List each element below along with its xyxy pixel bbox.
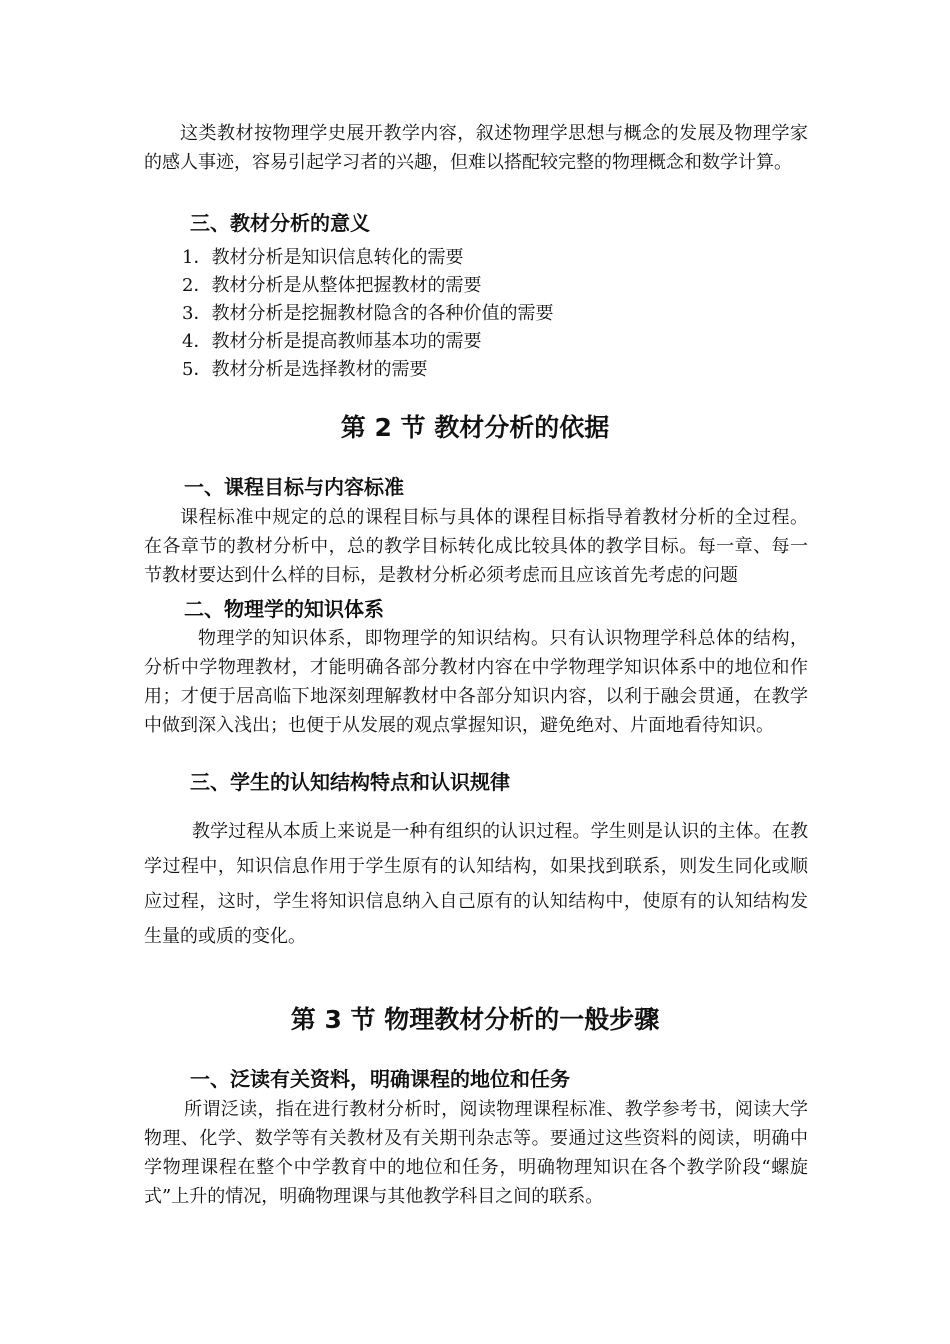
subheading-course-goals: 一、课程目标与内容标准 <box>184 475 404 499</box>
subheading-cognitive-structure: 三、学生的认知结构特点和认识规律 <box>190 770 510 794</box>
subheading-extensive-reading: 一、泛读有关资料，明确课程的地位和任务 <box>190 1067 570 1091</box>
list-item: 1．教材分析是知识信息转化的需要 <box>182 247 464 268</box>
paragraph-course-goals: 课程标准中规定的总的课程目标与具体的课程目标指导着教材分析的全过程。在各章节的教材分析中，总的教学目标转化成比较具体的教学目标。每一章、每一节教材要达到什么样的目标，是教材分析必须考虑而且应该首先考虑的问题 <box>144 507 808 586</box>
intro-paragraph: 这类教材按物理学史展开教学内容，叙述物理学思想与概念的发展及物理学家的感人事迹，容易引起学习者的兴趣，但难以搭配较完整的物理概念和数学计算。 <box>144 123 808 173</box>
paragraph-knowledge-system: 物理学的知识体系，即物理学的知识结构。只有认识物理学科总体的结构，分析中学物理教材，才能明确各部分教材内容在中学物理学知识体系中的地位和作用；才便于居高临下地深刻理解教材中各部分知识内容，以利于融会贯通，在教学中做到深入浅出；也便于从发展的观点掌握知识，避免绝对、片面地看待知识。 <box>144 628 808 736</box>
chapter-3-title: 第 3 节 物理教材分析的一般步骤 <box>290 1005 660 1034</box>
paragraph-cognitive-structure: 教学过程从本质上来说是一种有组织的认识过程。学生则是认识的主体。在教学过程中，知识信息作用于学生原有的认知结构，如果找到联系，则发生同化或顺应过程，这时，学生将知识信息纳入自己原有的认知结构中，使原有的认知结构发生量的或质的变化。 <box>144 821 808 947</box>
paragraph-extensive-reading: 所谓泛读，指在进行教材分析时，阅读物理课程标准、教学参考书，阅读大学物理、化学、数学等有关教材及有关期刊杂志等。要通过这些资料的阅读，明确中学物理课程在整个中学教育中的地位和任务，明确物理知识在各个教学阶段“螺旋式”上升的情况，明确物理课与其他教学科目之间的联系。 <box>144 1099 808 1207</box>
list-item: 4．教材分析是提高教师基本功的需要 <box>182 331 482 352</box>
list-item: 5．教材分析是选择教材的需要 <box>182 359 428 380</box>
list-item: 3．教材分析是挖掘教材隐含的各种价值的需要 <box>182 303 554 324</box>
section-heading-significance: 三、教材分析的意义 <box>190 211 370 235</box>
subheading-knowledge-system: 二、物理学的知识体系 <box>184 597 384 621</box>
list-item: 2．教材分析是从整体把握教材的需要 <box>182 275 482 296</box>
chapter-2-title: 第 2 节 教材分析的依据 <box>340 413 610 442</box>
